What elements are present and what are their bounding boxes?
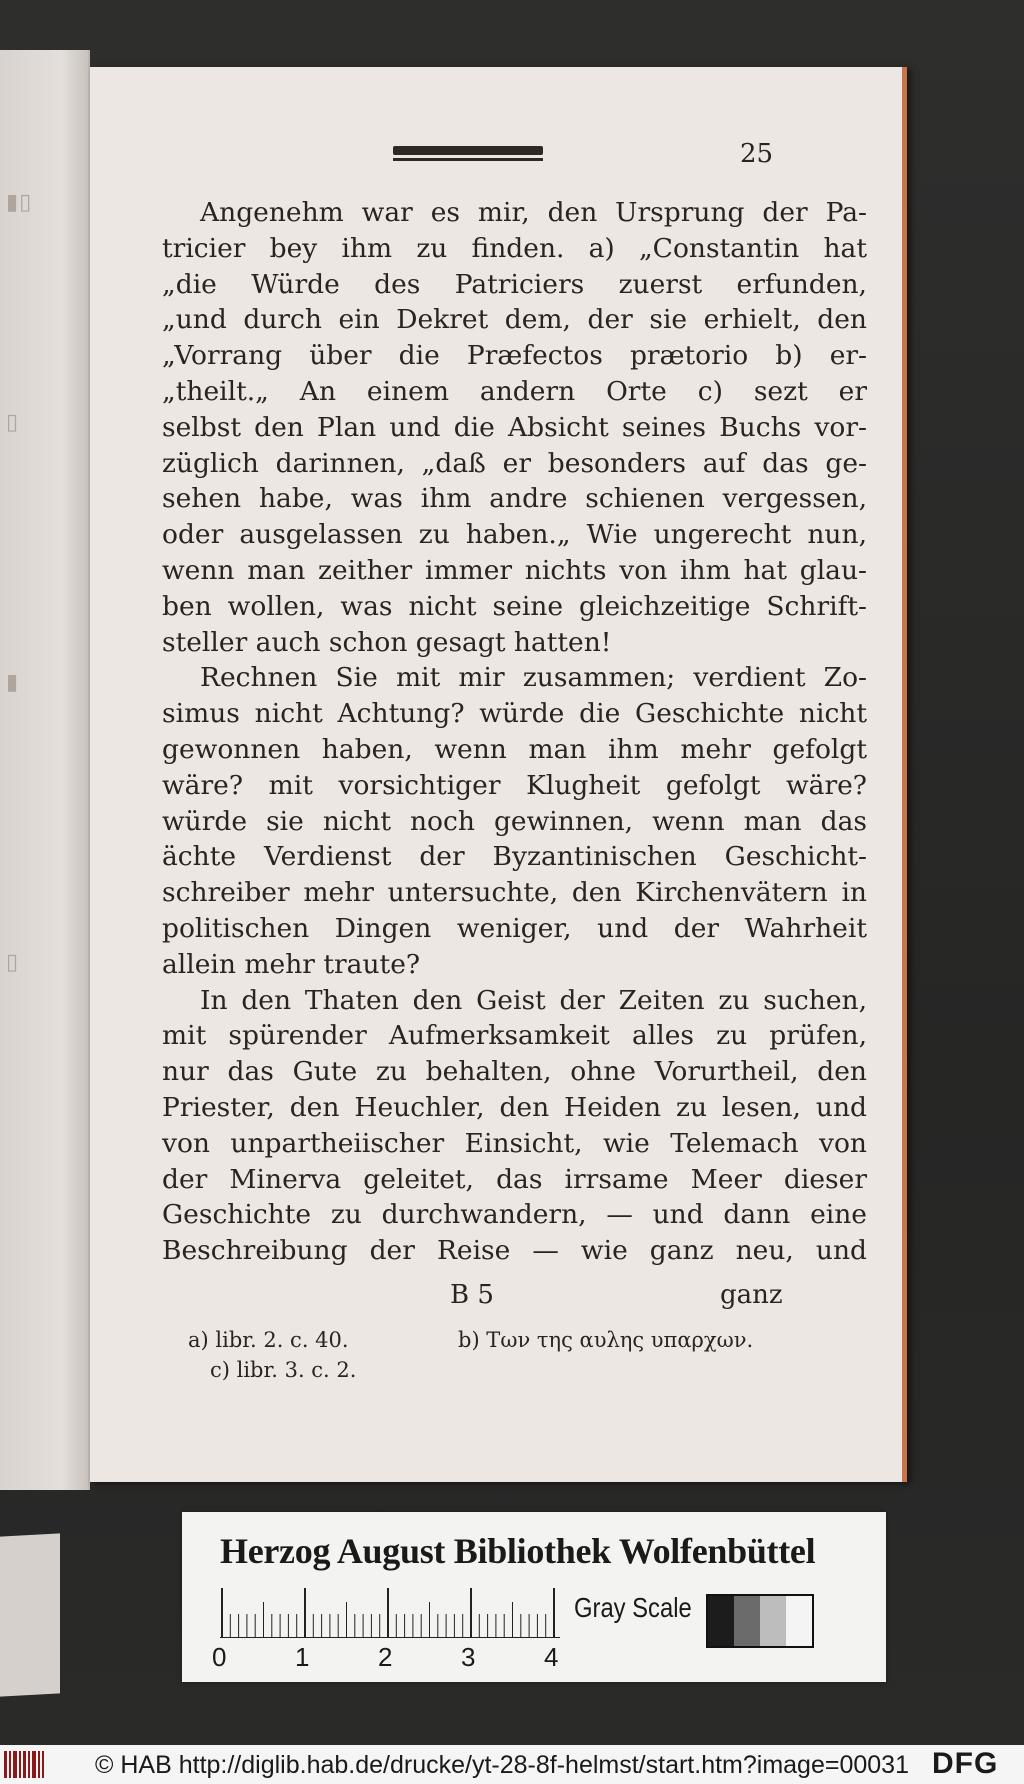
adjacent-page-edge	[0, 50, 90, 1490]
text-line: ächte Verdienst der Byzantinischen Geschicht-	[162, 841, 867, 873]
ruler-label: 3	[461, 1642, 476, 1672]
text-line: schreiber mehr untersuchte, den Kirchenvätern in	[162, 877, 867, 909]
gray-swatch	[786, 1596, 812, 1646]
text-line: steller auch schon gesagt hatten!	[162, 626, 612, 658]
catchword: ganz	[720, 1280, 783, 1310]
text-line: ben wollen, was nicht seine gleichzeitige Schrift-	[162, 590, 867, 622]
text-line: „die Würde des Patriciers zuerst erfunden,	[162, 268, 867, 300]
gray-swatch	[708, 1596, 734, 1646]
text-line: politischen Dingen weniger, und der Wahrheit	[162, 912, 867, 944]
ruler-label: 1	[295, 1642, 310, 1672]
book-page	[90, 67, 907, 1482]
text-line: sehen habe, was ihm andre schienen vergessen,	[162, 483, 867, 515]
text-line: „und durch ein Dekret dem, der sie erhielt, den	[162, 304, 867, 336]
header-rule	[393, 146, 543, 155]
signature-mark: B 5	[450, 1280, 494, 1310]
ghost-text: ▯	[6, 950, 20, 975]
scale-ruler	[220, 1588, 560, 1638]
text-line: Priester, den Heuchler, den Heiden zu lesen, und	[162, 1091, 867, 1123]
text-line: oder ausgelassen zu haben.„ Wie ungerecht nun,	[162, 519, 867, 551]
source-link[interactable]: © HAB http://diglib.hab.de/drucke/yt-28-8f-helmst/start.htm?image=00031	[95, 1751, 909, 1779]
text-line: gewonnen haben, wenn man ihm mehr gefolgt	[162, 733, 867, 765]
ghost-text: ▮▯	[6, 190, 33, 215]
ruler-label: 4	[544, 1642, 559, 1672]
text-line: der Minerva geleitet, das irrsame Meer dieser	[162, 1163, 867, 1195]
color-calibration-card	[182, 1512, 886, 1682]
footnote-c: c) libr. 3. c. 2.	[210, 1358, 357, 1382]
text-line: allein mehr traute?	[162, 948, 421, 980]
text-line: züglich darinnen, „daß er besonders auf das ge-	[162, 447, 867, 479]
ruler-label: 2	[378, 1642, 393, 1672]
gray-scale-bar	[706, 1594, 814, 1648]
footer-bar	[0, 1745, 1024, 1784]
ruler-label: 0	[212, 1642, 227, 1672]
text-line: tricier bey ihm zu finden. a) „Constantin hat	[162, 232, 867, 264]
text-line: „theilt.„ An einem andern Orte c) sezt er	[162, 375, 867, 407]
ghost-text: ▯	[6, 410, 20, 435]
text-line: nur das Gute zu behalten, ohne Vorurtheil, den	[162, 1056, 867, 1088]
text-line: Rechnen Sie mit mir zusammen; verdient Zo-	[200, 662, 867, 694]
text-line: von unpartheiischer Einsicht, wie Telemach von	[162, 1127, 867, 1159]
text-line: In den Thaten den Geist der Zeiten zu suchen,	[200, 984, 867, 1016]
dfg-logo: DFG	[932, 1747, 999, 1780]
text-line: wäre? mit vorsichtiger Klugheit gefolgt wäre?	[162, 769, 867, 801]
text-line: mit spürender Aufmerksamkeit alles zu prüfen,	[162, 1020, 867, 1052]
body-text	[162, 195, 867, 1269]
gray-swatch	[760, 1596, 786, 1646]
text-line: würde sie nicht noch gewinnen, wenn man das	[162, 805, 867, 837]
text-line: Beschreibung der Reise — wie ganz neu, und	[162, 1235, 867, 1267]
page-number: 25	[740, 139, 774, 169]
gray-swatch	[734, 1596, 760, 1646]
catalog-label-tab	[0, 1533, 60, 1696]
library-name: Herzog August Bibliothek Wolfenbüttel	[220, 1531, 816, 1571]
text-line: simus nicht Achtung? würde die Geschichte nicht	[162, 698, 867, 730]
text-line: „Vorrang über die Præfectos prætorio b) er-	[162, 340, 867, 372]
text-line: Geschichte zu durchwandern, — und dann eine	[162, 1199, 867, 1231]
ghost-text: ▮	[6, 670, 20, 695]
text-line: selbst den Plan und die Absicht seines Buchs vor-	[162, 411, 867, 443]
gray-scale-label: Gray Scale	[574, 1592, 692, 1623]
text-line: wenn man zeither immer nichts von ihm hat glau-	[162, 554, 867, 586]
text-line: Angenehm war es mir, den Ursprung der Pa-	[200, 197, 867, 228]
barcode-icon	[4, 1751, 44, 1778]
footnote-b: b) Των της αυλης υπαρχων.	[458, 1328, 754, 1352]
footnote-a: a) libr. 2. c. 40.	[188, 1328, 349, 1352]
